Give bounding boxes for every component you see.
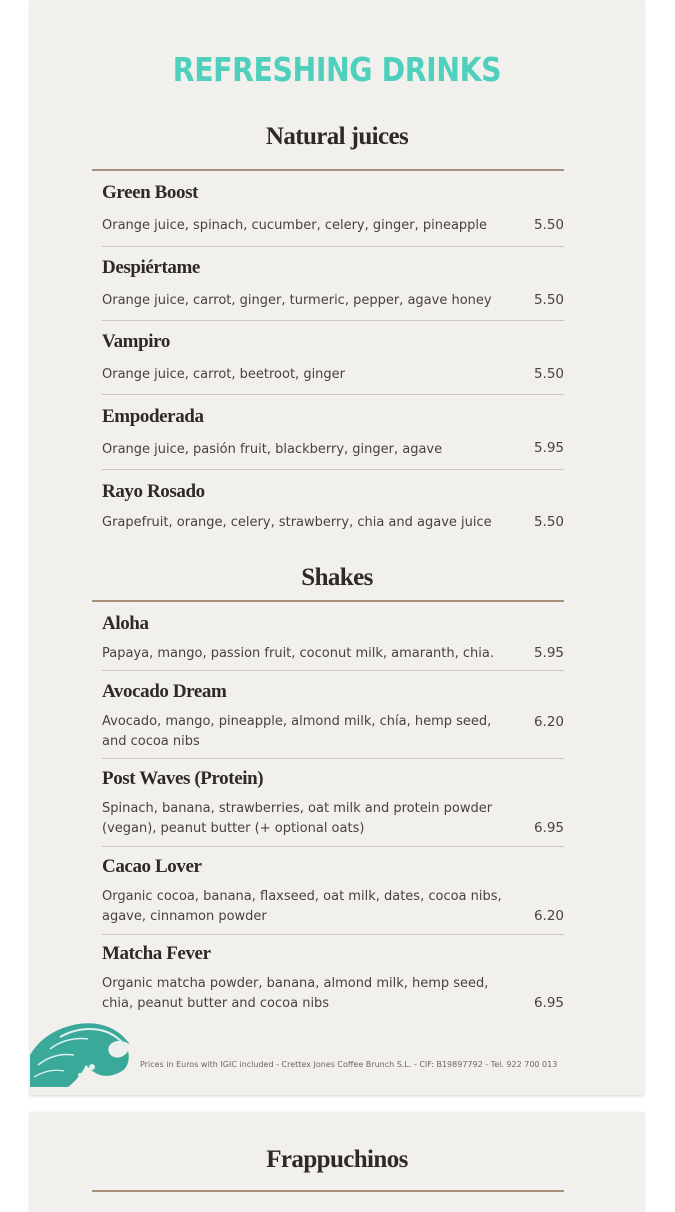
item-divider <box>102 846 564 847</box>
item-divider <box>102 934 564 935</box>
section-title-shakes: Shakes <box>301 564 373 591</box>
menu-title: REFRESHING DRINKS <box>172 50 502 89</box>
item-description: Avocado, mango, pineapple, almond milk, chía, hemp seed, and cocoa nibs <box>102 714 492 749</box>
item-price: 5.50 <box>533 514 564 530</box>
item-description: Orange juice, carrot, ginger, turmeric, pepper, agave honey <box>102 293 492 308</box>
menu-page-2 <box>30 1112 644 1212</box>
item-price: 5.95 <box>533 645 564 661</box>
item-price: 6.20 <box>533 908 564 924</box>
menu-page <box>30 0 644 1095</box>
item-description: Organic matcha powder, banana, almond milk, hemp seed, chia, peanut butter and cocoa nibs <box>102 976 489 1011</box>
item-divider <box>102 469 564 470</box>
item-name: Empoderada <box>102 406 204 427</box>
item-name: Avocado Dream <box>102 681 227 702</box>
item-name: Aloha <box>102 613 149 634</box>
item-price: 6.20 <box>533 714 564 730</box>
item-description: Grapefruit, orange, celery, strawberry, chia and agave juice <box>102 515 492 530</box>
item-name: Matcha Fever <box>102 943 211 964</box>
wave-illustration <box>30 1015 134 1087</box>
item-description: Papaya, mango, passion fruit, coconut milk, amaranth, chia. <box>102 646 494 661</box>
item-description: Orange juice, spinach, cucumber, celery, ginger, pineapple <box>102 218 488 233</box>
item-divider <box>102 758 564 759</box>
item-divider <box>102 394 564 395</box>
item-description: Orange juice, pasión fruit, blackberry, ginger, agave <box>102 442 443 457</box>
item-price: 5.95 <box>533 440 564 456</box>
item-name: Vampiro <box>102 331 170 352</box>
section-divider <box>92 600 564 602</box>
item-price: 6.95 <box>533 995 564 1011</box>
item-divider <box>102 246 564 247</box>
footer-note: Prices in Euros with IGIC included - Crettex Jones Coffee Brunch S.L. - CIF: B19897792 - Tel. 922 700 013 <box>140 1060 558 1069</box>
section-divider <box>92 1190 564 1192</box>
item-divider <box>102 320 564 321</box>
item-name: Despiértame <box>102 257 200 278</box>
item-description: Spinach, banana, strawberries, oat milk and protein powder (vegan), peanut butter (+ optional oats) <box>102 801 493 836</box>
item-description: Orange juice, carrot, beetroot, ginger <box>102 367 346 382</box>
item-name: Green Boost <box>102 182 199 203</box>
section-divider <box>92 169 564 171</box>
item-name: Post Waves (Protein) <box>102 768 264 789</box>
item-divider <box>102 670 564 671</box>
item-description: Organic cocoa, banana, flaxseed, oat milk, dates, cocoa nibs, agave, cinnamon powder <box>102 889 502 924</box>
item-name: Cacao Lover <box>102 856 202 877</box>
section-title-juices: Natural juices <box>265 123 409 150</box>
section-title-frappuchinos: Frappuchinos <box>266 1146 408 1173</box>
item-price: 5.50 <box>533 217 564 233</box>
item-price: 5.50 <box>533 292 564 308</box>
item-price: 5.50 <box>533 366 564 382</box>
item-price: 6.95 <box>533 820 564 836</box>
item-name: Rayo Rosado <box>102 481 205 502</box>
